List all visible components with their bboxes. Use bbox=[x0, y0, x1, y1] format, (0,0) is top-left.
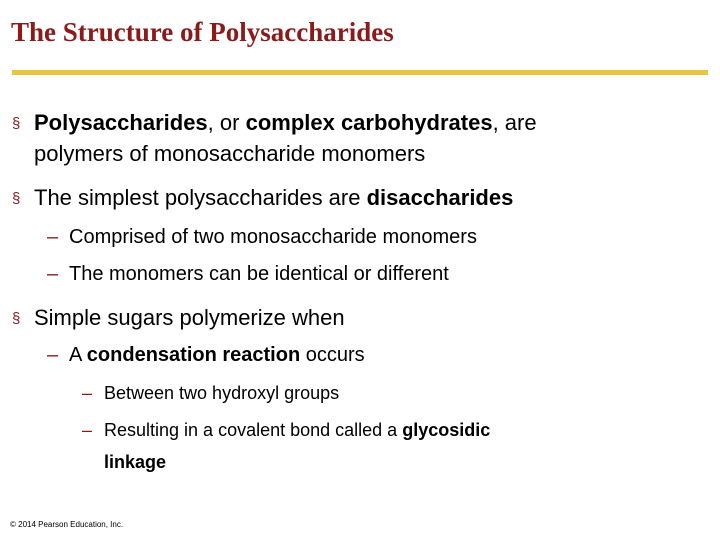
bullet-simple-sugars bbox=[12, 302, 345, 334]
subsubbullet-text-segment: Resulting in a covalent bond called a bbox=[104, 420, 403, 440]
dash-bullet-icon: – bbox=[82, 420, 93, 440]
subbullet-text-segment: A bbox=[69, 344, 87, 366]
dash-bullet-icon: – bbox=[47, 263, 59, 285]
bullet-text-line2: polymers of monosaccharide monomers bbox=[34, 141, 426, 166]
subbullet-text: The monomers can be identical or different bbox=[69, 263, 449, 285]
bullet-polysaccharides bbox=[12, 107, 537, 169]
term-polysaccharides: Polysaccharides bbox=[34, 110, 208, 135]
term-condensation-reaction: condensation reaction bbox=[86, 344, 301, 366]
subbullet-condensation-reaction bbox=[47, 341, 365, 369]
title-divider bbox=[12, 70, 708, 75]
subbullet-two-monomers bbox=[47, 223, 477, 251]
subsubbullet-glycosidic-linkage bbox=[82, 414, 490, 478]
term-linkage: linkage bbox=[104, 452, 167, 472]
subsubbullet-text: Between two hydroxyl groups bbox=[104, 383, 340, 403]
subbullet-text-segment: occurs bbox=[300, 344, 365, 366]
term-disaccharides: disaccharides bbox=[366, 185, 514, 210]
bullet-disaccharides bbox=[12, 182, 513, 214]
dash-bullet-icon: – bbox=[47, 344, 59, 366]
square-bullet-icon: § bbox=[12, 190, 21, 207]
subsubbullet-text bbox=[104, 414, 490, 478]
dash-bullet-icon: – bbox=[82, 383, 93, 403]
bullet-text-segment: The simplest polysaccharides are bbox=[34, 185, 367, 210]
subsubbullet-hydroxyl-groups bbox=[82, 377, 339, 409]
square-bullet-icon: § bbox=[12, 310, 21, 327]
copyright-footer: © 2014 Pearson Education, Inc. bbox=[10, 520, 124, 529]
bullet-text-segment: , or bbox=[207, 110, 246, 135]
subbullet-text: Comprised of two monosaccharide monomers bbox=[69, 226, 477, 248]
square-bullet-icon: § bbox=[12, 115, 21, 132]
dash-bullet-icon: – bbox=[47, 226, 59, 248]
slide-title: The Structure of Polysaccharides bbox=[11, 17, 394, 47]
term-complex-carbohydrates: complex carbohydrates bbox=[245, 110, 493, 135]
bullet-text bbox=[34, 107, 537, 169]
term-glycosidic: glycosidic bbox=[402, 420, 491, 440]
bullet-text-segment: , are bbox=[492, 110, 537, 135]
subbullet-identical-or-different bbox=[47, 260, 449, 288]
bullet-text: Simple sugars polymerize when bbox=[34, 305, 345, 330]
